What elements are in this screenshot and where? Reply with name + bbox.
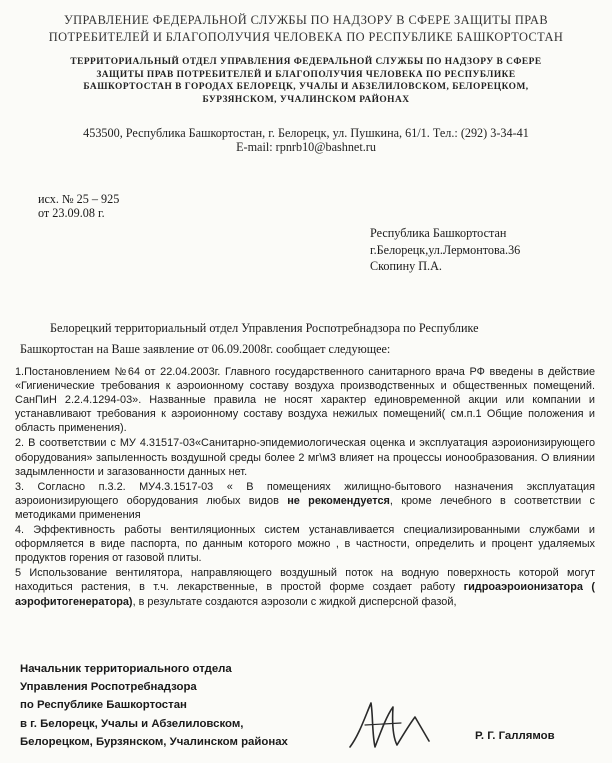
signatory-title [20, 660, 288, 751]
item-3-text-start: 3. Согласно п.3.2. МУ4.3.1517-03 « В помещениях жилищно-бытового назначения эксплуатация аэроионизирующего оборудования любых видов [15, 480, 595, 507]
department-title-line2: ЗАЩИТЫ ПРАВ ПОТРЕБИТЕЛЕЙ И БЛАГОПОЛУЧИЯ ЧЕЛОВЕКА ПО РЕСПУБЛИКЕ [96, 69, 516, 80]
recipient-name: Скопину П.А. [370, 259, 442, 273]
item-2: 2. В соответствии с МУ 4.31517-03«Санитарно-эпидемиологическая оценка и эксплуатация аэроионизирующего оборудования» запыленность воздушной среды более 2 мг\м3 влияет на процессы ионообразования. О влиянии задымленности и загазованности данных нет. [15, 437, 595, 478]
signatory-name: Р. Г. Галлямов [475, 730, 555, 742]
email-address: E-mail: rpnrb10@bashnet.ru [236, 140, 376, 154]
item-5-emphasis: гидроаэроионизатора ( аэрофитогенератора) [15, 581, 595, 608]
item-5-text-start: 5 Использование вентилятора, направляющего воздушный поток на водную поверхность которой могут находиться растения, в т.ч. лекарственные, в простой форме создает работу [15, 567, 595, 594]
agency-title-line2: ПОТРЕБИТЕЛЕЙ И БЛАГОПОЛУЧИЯ ЧЕЛОВЕКА ПО РЕСПУБЛИКЕ БАШКОРТОСТАН [48, 30, 564, 44]
department-title [20, 56, 592, 106]
department-title-line4: БУРЗЯНСКОМ, УЧАЛИНСКОМ РАЙОНАХ [202, 94, 410, 105]
agency-title-line1: УПРАВЛЕНИЕ ФЕДЕРАЛЬНОЙ СЛУЖБЫ ПО НАДЗОРУ В СФЕРЕ ЗАЩИТЫ ПРАВ [64, 13, 548, 27]
letter-body [15, 365, 595, 610]
intro-line1: Белорецкий территориальный отдел Управления Роспотребнадзора по Республике [50, 321, 479, 335]
agency-title [0, 12, 612, 46]
item-1: 1.Постановлением №64 от 22.04.2003г. Главного государственного санитарного врача РФ введены в действие «Гигиенические требования к аэроионному составу воздуха производственных и общественных помещений. СанПиН 2.2.4.1294-03». Названные правила не носят характер единовременной акции или компании и устанавливают требования к аэроионному составу воздуха нежилых помещений( см.п.1 Общие положения и область применения). [15, 366, 595, 435]
recipient-address: г.Белорецк,ул.Лермонтова.36 [370, 242, 521, 257]
signatory-line4: в г. Белорецк, Учалы и Абзелиловском, [20, 717, 244, 730]
contact-block [0, 126, 612, 154]
item-4: 4. Эффективность работы вентиляционных систем устанавливается специализированными службами и оформляется в виде паспорта, по данным которого можно , в частности, определить и процент удаляемых продуктов горения от газовой плиты. [15, 524, 595, 565]
letter-intro [20, 318, 595, 360]
reference-number: исх. № 25 – 925 [38, 192, 120, 206]
outgoing-reference [38, 192, 119, 220]
recipient-region: Республика Башкортостан [370, 226, 507, 240]
signatory-line1: Начальник территориального отдела [20, 663, 232, 675]
reference-date: от 23.09.08 г. [38, 206, 105, 220]
item-5-text-end: , в результате создаются аэрозоли с жидкой дисперсной фазой, [132, 595, 457, 608]
signatory-line5: Белорецком, Бурзянском, Учалинском районах [20, 735, 288, 748]
handwritten-signature [345, 695, 435, 755]
item-3-emphasis: не рекомендуется [287, 494, 390, 507]
recipient-block [370, 225, 520, 275]
postal-address: 453500, Республика Башкортостан, г. Белорецк, ул. Пушкина, 61/1. Тел.: (292) 3-34-41 [83, 126, 529, 140]
department-title-line1: ТЕРРИТОРИАЛЬНЫЙ ОТДЕЛ УПРАВЛЕНИЯ ФЕДЕРАЛЬНОЙ СЛУЖБЫ ПО НАДЗОРУ В СФЕРЕ [70, 57, 542, 67]
item-3 [15, 480, 595, 522]
signatory-line2: Управления Роспотребнадзора [20, 681, 197, 694]
item-5 [15, 566, 595, 608]
item-3-text-end: , кроме лечебного в соответствии с методиками применения [15, 494, 595, 521]
department-title-line3: БАШКОРТОСТАН В ГОРОДАХ БЕЛОРЕЦК, УЧАЛЫ И АБЗЕЛИЛОВСКОМ, БЕЛОРЕЦКОМ, [83, 82, 529, 92]
signatory-line3: по Республике Башкортостан [20, 699, 187, 712]
intro-line2: Башкортостан на Ваше заявление от 06.09.2008г. сообщает следующее: [20, 342, 391, 356]
